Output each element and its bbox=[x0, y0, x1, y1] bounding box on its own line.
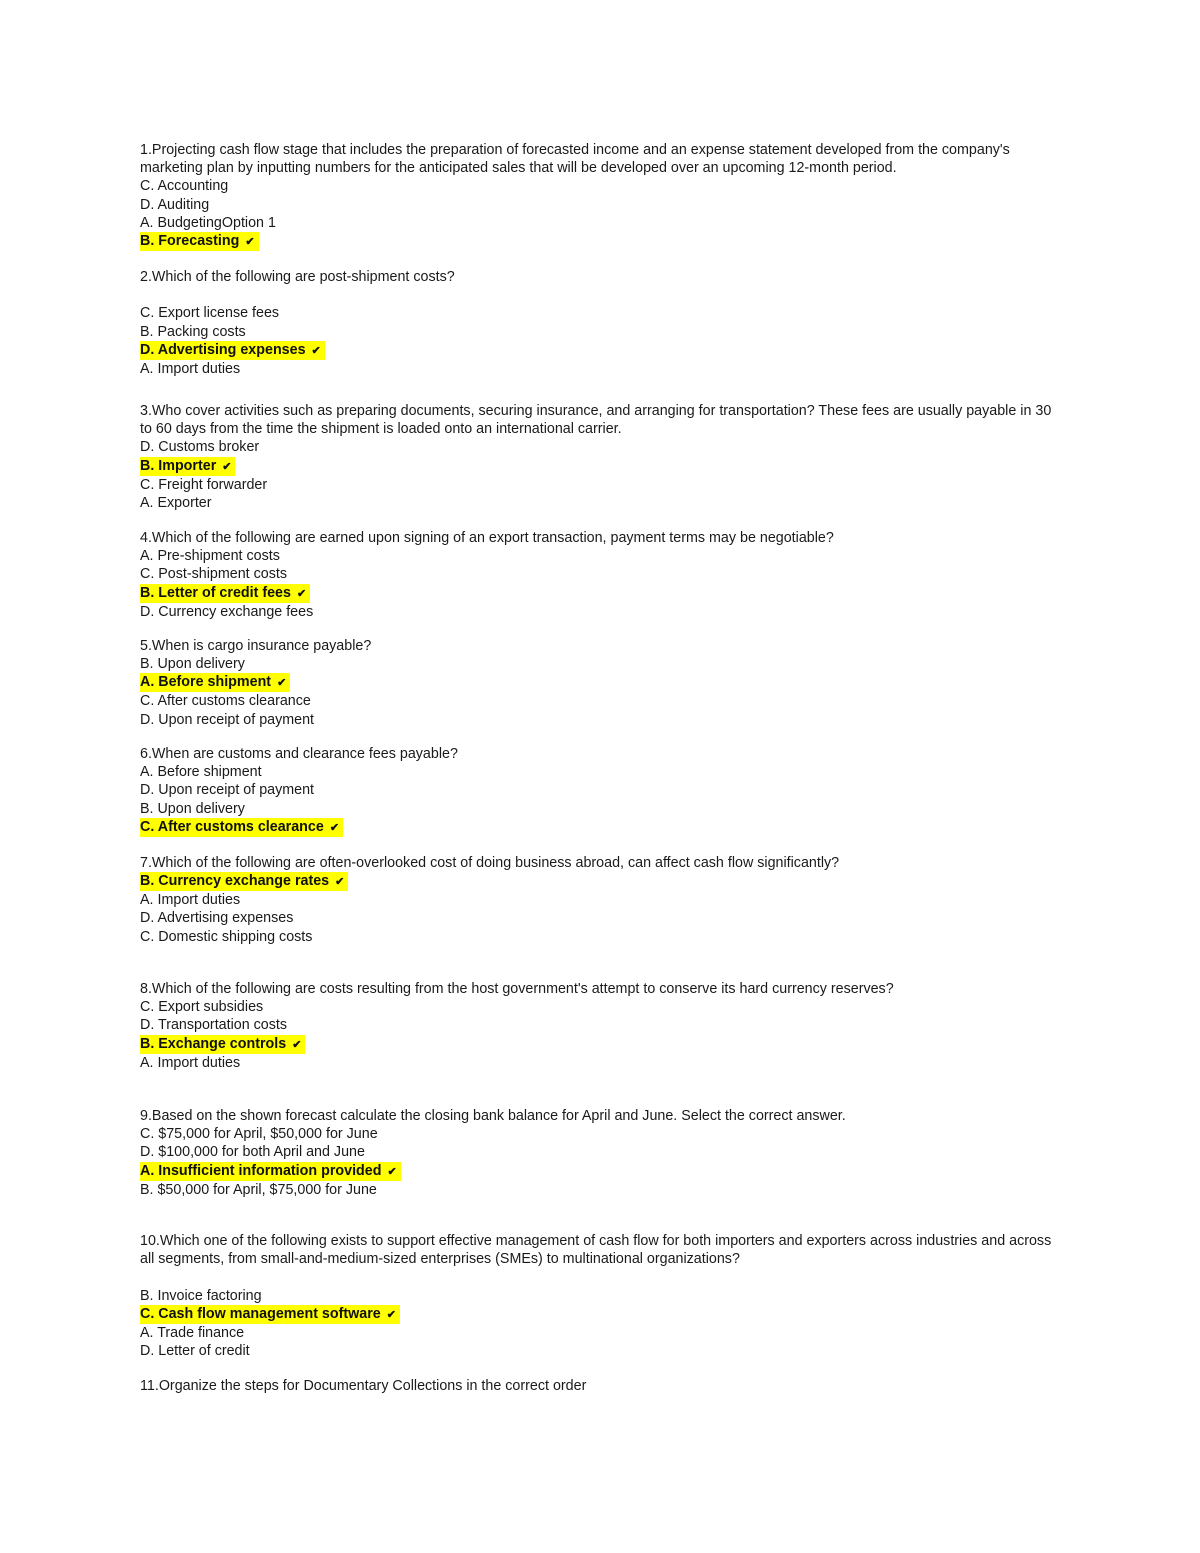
answer-option: C. Post-shipment costs bbox=[140, 566, 287, 583]
highlighted-answer bbox=[140, 457, 235, 476]
answer-option: A. Import duties bbox=[140, 360, 241, 377]
correct-answer-option bbox=[140, 872, 1060, 891]
correct-answer-option bbox=[140, 1162, 1060, 1181]
highlighted-answer bbox=[140, 232, 259, 251]
answer-option: C. Export license fees bbox=[140, 305, 280, 322]
highlighted-answer bbox=[140, 1035, 305, 1054]
question-text: 3.Who cover activities such as preparing documents, securing insurance, and arranging for transportation? These fees are usually payable in 30 to 60 days from the time the shipment is loaded onto an international carrier. bbox=[140, 403, 1052, 438]
highlighted-answer bbox=[140, 341, 325, 360]
check-mark-icon: ✔ bbox=[386, 1308, 396, 1321]
answer-option: A. Before shipment bbox=[140, 764, 262, 781]
check-mark-icon: ✔ bbox=[311, 344, 321, 357]
answer-option: B. Upon delivery bbox=[140, 656, 245, 673]
answer-option: D. Customs broker bbox=[140, 439, 260, 456]
answer-option: D. Currency exchange fees bbox=[140, 603, 314, 620]
option-label: B. Importer bbox=[140, 457, 217, 474]
answer-option: A. Trade finance bbox=[140, 1324, 245, 1341]
option-label: B. Currency exchange rates bbox=[140, 873, 330, 890]
answer-option: D. Transportation costs bbox=[140, 1017, 288, 1034]
correct-answer-option bbox=[140, 584, 1060, 603]
correct-answer-option bbox=[140, 457, 1060, 476]
answer-option: B. $50,000 for April, $75,000 for June bbox=[140, 1181, 377, 1198]
answer-option: D. Upon receipt of payment bbox=[140, 782, 315, 799]
question-9 bbox=[140, 1107, 1060, 1199]
answer-option: A. Pre-shipment costs bbox=[140, 548, 280, 565]
question-1 bbox=[140, 141, 1060, 251]
option-label: A. Before shipment bbox=[140, 674, 272, 691]
answer-option: C. Accounting bbox=[140, 178, 229, 195]
answer-option: B. Packing costs bbox=[140, 323, 246, 340]
option-label: A. Insufficient information provided bbox=[140, 1162, 382, 1179]
correct-answer-option bbox=[140, 673, 1060, 692]
correct-answer-option bbox=[140, 1035, 1060, 1054]
correct-answer-option bbox=[140, 341, 1060, 360]
answer-option: A. BudgetingOption 1 bbox=[140, 214, 276, 231]
question-text: 6.When are customs and clearance fees payable? bbox=[140, 746, 458, 762]
check-mark-icon: ✔ bbox=[292, 1038, 302, 1051]
question-4 bbox=[140, 529, 1060, 621]
option-label: C. Cash flow management software bbox=[140, 1305, 381, 1322]
blank-line bbox=[140, 286, 1060, 304]
question-3 bbox=[140, 402, 1060, 512]
answer-option: D. Advertising expenses bbox=[140, 910, 294, 927]
highlighted-answer bbox=[140, 584, 310, 603]
answer-option: D. Auditing bbox=[140, 196, 210, 213]
question-text: 8.Which of the following are costs resulting from the host government's attempt to conserve its hard currency reserves? bbox=[140, 981, 894, 997]
highlighted-answer bbox=[140, 818, 343, 837]
check-mark-icon: ✔ bbox=[222, 460, 232, 473]
question-text: 9.Based on the shown forecast calculate the closing bank balance for April and June. Select the correct answer. bbox=[140, 1108, 846, 1124]
question-5 bbox=[140, 637, 1060, 729]
question-text: 1.Projecting cash flow stage that includes the preparation of forecasted income and an expense statement developed from the company's marketing plan by inputting numbers for the anticipated sales that will be developed over an upcoming 12-month period. bbox=[140, 142, 1010, 177]
blank-line bbox=[140, 1268, 1060, 1286]
option-label: C. After customs clearance bbox=[140, 818, 324, 835]
question-text: 4.Which of the following are earned upon signing of an export transaction, payment terms may be negotiable? bbox=[140, 530, 834, 546]
answer-option: B. Upon delivery bbox=[140, 800, 245, 817]
answer-option: C. Export subsidies bbox=[140, 999, 264, 1016]
correct-answer-option bbox=[140, 232, 1060, 251]
question-7 bbox=[140, 854, 1060, 946]
check-mark-icon: ✔ bbox=[329, 821, 340, 834]
option-label: B. Exchange controls bbox=[140, 1035, 287, 1052]
question-11 bbox=[140, 1377, 1060, 1395]
answer-option: D. $100,000 for both April and June bbox=[140, 1144, 365, 1161]
question-text: 7.Which of the following are often-overlooked cost of doing business abroad, can affect cash flow significantly? bbox=[140, 855, 840, 871]
question-text: 11.Organize the steps for Documentary Collections in the correct order bbox=[140, 1378, 587, 1394]
answer-option: A. Import duties bbox=[140, 892, 241, 909]
correct-answer-option bbox=[140, 818, 1060, 837]
answer-option: C. After customs clearance bbox=[140, 693, 311, 710]
question-text: 10.Which one of the following exists to support effective management of cash flow for both importers and exporters across industries and across all segments, from small-and-medium-sized enterprises (SMEs) to multinational organizations? bbox=[140, 1233, 1052, 1268]
check-mark-icon: ✔ bbox=[277, 677, 287, 690]
check-mark-icon: ✔ bbox=[245, 236, 255, 249]
question-6 bbox=[140, 745, 1060, 837]
check-mark-icon: ✔ bbox=[335, 876, 345, 889]
question-2 bbox=[140, 268, 1060, 378]
answer-option: A. Import duties bbox=[140, 1054, 241, 1071]
correct-answer-option bbox=[140, 1305, 1060, 1324]
answer-option: A. Exporter bbox=[140, 494, 212, 511]
question-10 bbox=[140, 1232, 1060, 1360]
answer-option: C. Domestic shipping costs bbox=[140, 928, 313, 945]
answer-option: C. Freight forwarder bbox=[140, 476, 268, 493]
answer-option: B. Invoice factoring bbox=[140, 1287, 262, 1304]
answer-option: C. $75,000 for April, $50,000 for June bbox=[140, 1126, 378, 1143]
answer-option: D. Letter of credit bbox=[140, 1343, 250, 1359]
highlighted-answer bbox=[140, 1305, 400, 1324]
question-text: 5.When is cargo insurance payable? bbox=[140, 638, 372, 654]
highlighted-answer bbox=[140, 1162, 401, 1181]
answer-option: D. Upon receipt of payment bbox=[140, 711, 315, 728]
highlighted-answer bbox=[140, 673, 290, 692]
option-label: D. Advertising expenses bbox=[140, 341, 306, 358]
option-label: B. Forecasting bbox=[140, 233, 240, 250]
check-mark-icon: ✔ bbox=[387, 1165, 397, 1178]
option-label: B. Letter of credit fees bbox=[140, 584, 291, 601]
highlighted-answer bbox=[140, 872, 348, 891]
question-text: 2.Which of the following are post-shipment costs? bbox=[140, 269, 455, 285]
question-8 bbox=[140, 980, 1060, 1072]
check-mark-icon: ✔ bbox=[296, 587, 307, 600]
